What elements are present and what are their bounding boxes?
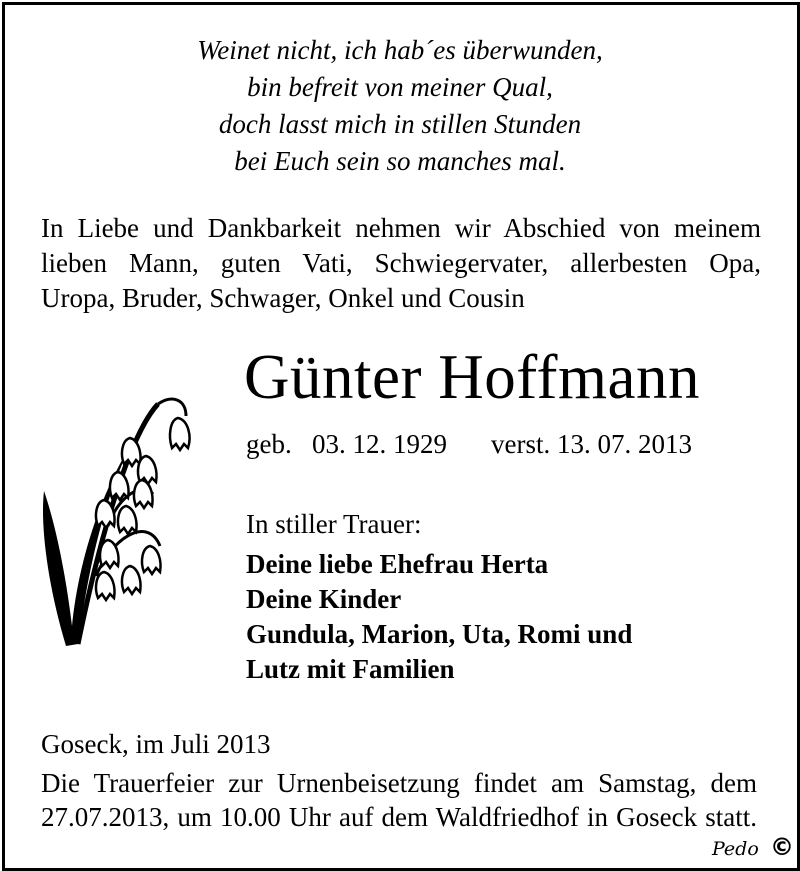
intro-line: lieben Mann, guten Vati, Schwiegervater, allerbesten Opa,: [41, 248, 761, 278]
life-dates: [246, 426, 692, 462]
mourning-label: In stiller Trauer:: [246, 509, 422, 539]
ceremony-notice: [41, 766, 757, 834]
death-date: verst. 13. 07. 2013: [490, 429, 692, 459]
intro-line: Uropa, Bruder, Schwager, Onkel und Cousin: [41, 283, 525, 313]
lily-of-the-valley-icon: [38, 376, 198, 656]
ceremony-line: Die Trauerfeier zur Urnenbeisetzung findet am Samstag, dem: [41, 768, 757, 798]
intro-line: In Liebe und Dankbarkeit nehmen wir Abschied von meinem: [41, 213, 761, 243]
birth-date: geb. 03. 12. 1929: [246, 429, 447, 459]
place-date: Goseck, im Juli 2013: [41, 729, 271, 759]
mourner-line: Deine Kinder: [246, 584, 402, 614]
copyright-icon: ©: [770, 833, 794, 861]
mourners-list: [246, 547, 632, 687]
intro-text: [41, 211, 761, 316]
poem-line: bei Euch sein so manches mal.: [234, 146, 566, 176]
poem-line: Weinet nicht, ich hab´es überwunden,: [197, 35, 603, 65]
mourner-line: Deine liebe Ehefrau Herta: [246, 549, 549, 579]
poem: [0, 32, 800, 180]
poem-line: doch lasst mich in stillen Stunden: [218, 109, 582, 139]
mourner-line: Lutz mit Familien: [246, 654, 455, 684]
poem-line: bin befreit von meiner Qual,: [247, 72, 553, 102]
ceremony-line: 27.07.2013, um 10.00 Uhr auf dem Waldfriedhof in Goseck statt.: [41, 802, 757, 832]
signature: Pedo: [712, 838, 759, 860]
deceased-name: Günter Hoffmann: [244, 342, 700, 412]
mourner-line: Gundula, Marion, Uta, Romi und: [246, 619, 633, 649]
